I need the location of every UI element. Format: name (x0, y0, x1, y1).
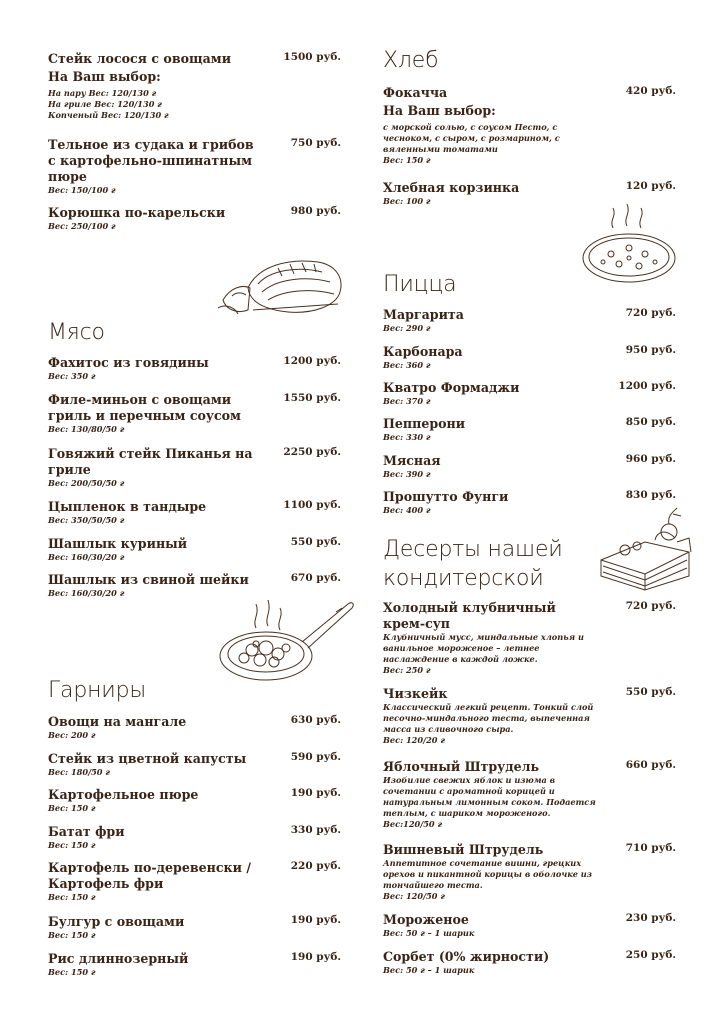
item-description: Аппетитное сочетание вишни, грецких орехов и пикантной корицы в оболочке из тончайшего теста. (383, 858, 592, 890)
item-weight: Вес: 150/100 г (48, 185, 116, 195)
item-price: 1100 руб. (283, 499, 341, 511)
item-price: 1200 руб. (283, 355, 341, 367)
item-price: 220 руб. (290, 860, 341, 872)
item-name: Рис длиннозерный (48, 951, 189, 966)
item-name: Вишневый Штрудель (383, 842, 544, 857)
item-description: Классический легкий рецепт. Тонкий слой песочно-миндального теста, выпеченная масса из сливочного сыра. (383, 702, 594, 734)
item-price: 550 руб. (625, 686, 676, 698)
item-weight: Вес: 360 г (383, 360, 431, 370)
menu-item (48, 824, 344, 851)
section-title-line: кондитерской (383, 566, 544, 591)
menu-item (48, 572, 344, 599)
item-weight: Вес: 150 г (48, 930, 96, 940)
menu-item (48, 51, 344, 121)
item-weight: Вес: 120/50 г (383, 891, 445, 901)
menu-item (48, 392, 344, 435)
menu-item (383, 686, 679, 746)
item-name: Овощи на мангале (48, 714, 187, 729)
menu-item (383, 85, 679, 166)
item-name: Картофель по-деревенски / Картофель фри (48, 860, 251, 891)
menu-item (383, 180, 679, 207)
menu-item (48, 787, 344, 814)
item-price: 850 руб. (625, 416, 676, 428)
item-price: 1200 руб. (618, 380, 676, 392)
item-weight: Вес: 250 г (383, 665, 431, 675)
cake-illustration (595, 502, 695, 594)
section-title-meat: Мясо (48, 320, 105, 345)
menu-item (48, 860, 344, 903)
menu-item (48, 951, 344, 978)
item-subtitle: На Ваш выбор: (48, 69, 161, 84)
menu-item (383, 759, 679, 830)
item-price: 750 руб. (290, 137, 341, 149)
item-weight: Вес:120/50 г (383, 819, 443, 829)
item-weight: Вес: 100 г (383, 196, 431, 206)
item-price: 550 руб. (290, 536, 341, 548)
item-weight: Вес: 160/30/20 г (48, 552, 125, 562)
item-subtitle: На Ваш выбор: (383, 103, 496, 118)
item-name: Корюшка по-карельски (48, 205, 226, 220)
item-weight: Вес: 370 г (383, 396, 431, 406)
item-weight: Вес: 150 г (383, 155, 431, 165)
item-name: Холодный клубничный крем-суп (383, 600, 556, 631)
item-description: Изобилие свежих яблок и изюма в сочетании с ароматной корицей и натуральным лимонным соком. Подается теплым, с шариком мороженого. (383, 775, 596, 818)
item-option: На гриле Вес: 120/130 г (48, 99, 162, 109)
menu-item (48, 355, 344, 382)
item-name: Карбонара (383, 344, 463, 359)
item-price: 710 руб. (625, 842, 676, 854)
menu-item (383, 600, 679, 676)
item-name: Фахитос из говядины (48, 355, 209, 370)
menu-item (48, 714, 344, 741)
item-weight: Вес: 120/20 г (383, 735, 445, 745)
menu-item (383, 842, 679, 902)
item-weight: Вес: 180/50 г (48, 767, 110, 777)
menu-item (383, 307, 679, 334)
item-option: Копченый Вес: 120/130 г (48, 110, 169, 120)
item-weight: Вес: 150 г (48, 840, 96, 850)
item-name: Прошутто Фунги (383, 489, 509, 504)
item-name: Булгур с овощами (48, 914, 185, 929)
menu-item (48, 499, 344, 526)
section-title-line: Десерты нашей (383, 537, 563, 562)
item-weight: Вес: 150 г (48, 892, 96, 902)
item-price: 630 руб. (290, 714, 341, 726)
section-title-bread: Хлеб (383, 48, 439, 73)
item-price: 1500 руб. (283, 51, 341, 63)
frying-pan-illustration (216, 598, 356, 684)
item-price: 660 руб. (625, 759, 676, 771)
item-name: Хлебная корзинка (383, 180, 520, 195)
item-name: Мороженое (383, 912, 469, 927)
item-weight: Вес: 150 г (48, 967, 96, 977)
menu-item (48, 751, 344, 778)
item-name: Маргарита (383, 307, 464, 322)
item-price: 670 руб. (290, 572, 341, 584)
menu-item (383, 380, 679, 407)
item-price: 830 руб. (625, 489, 676, 501)
item-weight: Вес: 290 г (383, 323, 431, 333)
item-price: 2250 руб. (283, 446, 341, 458)
item-name: Стейк из цветной капусты (48, 751, 247, 766)
item-price: 190 руб. (290, 951, 341, 963)
item-weight: Вес: 350/50/50 г (48, 515, 125, 525)
item-price: 720 руб. (625, 307, 676, 319)
item-name: Тельное из судака и грибов с картофельно-шпинатным пюре (48, 137, 254, 184)
item-option: На пару Вес: 120/130 г (48, 88, 157, 98)
item-weight: Вес: 50 г – 1 шарик (383, 965, 475, 975)
item-name: Мясная (383, 453, 441, 468)
section-title-garnish: Гарниры (48, 678, 146, 703)
menu-item (48, 536, 344, 563)
menu-item (48, 914, 344, 941)
item-price: 330 руб. (290, 824, 341, 836)
item-price: 230 руб. (625, 912, 676, 924)
item-price: 250 руб. (625, 949, 676, 961)
item-name: Шашлык куриный (48, 536, 188, 551)
item-name: Филе-миньон с овощами гриль и перечным соусом (48, 392, 241, 423)
item-price: 590 руб. (290, 751, 341, 763)
item-price: 420 руб. (625, 85, 676, 97)
item-weight: Вес: 400 г (383, 505, 431, 515)
item-weight: Вес: 130/80/50 г (48, 424, 125, 434)
pizza-illustration (581, 204, 677, 284)
item-price: 960 руб. (625, 453, 676, 465)
item-price: 950 руб. (625, 344, 676, 356)
menu-item (383, 453, 679, 480)
item-description: с морской солью, с соусом Песто, с чесноком, с сыром, с розмарином, с вяленными томатами (383, 122, 560, 154)
item-price: 720 руб. (625, 600, 676, 612)
item-price: 1550 руб. (283, 392, 341, 404)
menu-item (383, 344, 679, 371)
item-weight: Вес: 330 г (383, 432, 431, 442)
item-name: Батат фри (48, 824, 125, 839)
section-title-desserts (383, 535, 563, 593)
menu-item (48, 205, 344, 232)
item-name: Картофельное пюре (48, 787, 199, 802)
item-weight: Вес: 200/50/50 г (48, 478, 125, 488)
item-name: Чизкейк (383, 686, 448, 701)
item-name: Говяжий стейк Пиканья на гриле (48, 446, 253, 477)
item-name: Сорбет (0% жирности) (383, 949, 550, 964)
item-name: Пепперони (383, 416, 466, 431)
item-name: Цыпленок в тандыре (48, 499, 207, 514)
meat-illustration (218, 248, 348, 320)
menu-item (383, 416, 679, 443)
menu-item (48, 446, 344, 489)
item-price: 190 руб. (290, 914, 341, 926)
item-weight: Вес: 160/30/20 г (48, 588, 125, 598)
menu-item (383, 949, 679, 976)
item-weight: Вес: 150 г (48, 803, 96, 813)
item-name: Фокачча (383, 85, 448, 100)
item-weight: Вес: 390 г (383, 469, 431, 479)
item-price: 190 руб. (290, 787, 341, 799)
item-description: Клубничный мусс, миндальные хлопья и ванильное мороженое – летнее наслаждение в каждой ложке. (383, 632, 584, 664)
item-name: Яблочный Штрудель (383, 759, 540, 774)
item-name: Стейк лосося с овощами (48, 51, 232, 66)
menu-item (383, 912, 679, 939)
item-price: 120 руб. (625, 180, 676, 192)
item-weight: Вес: 200 г (48, 730, 96, 740)
section-title-pizza: Пицца (383, 272, 457, 297)
item-weight: Вес: 250/100 г (48, 221, 116, 231)
item-weight: Вес: 50 г – 1 шарик (383, 928, 475, 938)
menu-item (48, 137, 344, 196)
item-name: Кватро Формаджи (383, 380, 520, 395)
item-name: Шашлык из свиной шейки (48, 572, 249, 587)
item-price: 980 руб. (290, 205, 341, 217)
item-weight: Вес: 350 г (48, 371, 96, 381)
